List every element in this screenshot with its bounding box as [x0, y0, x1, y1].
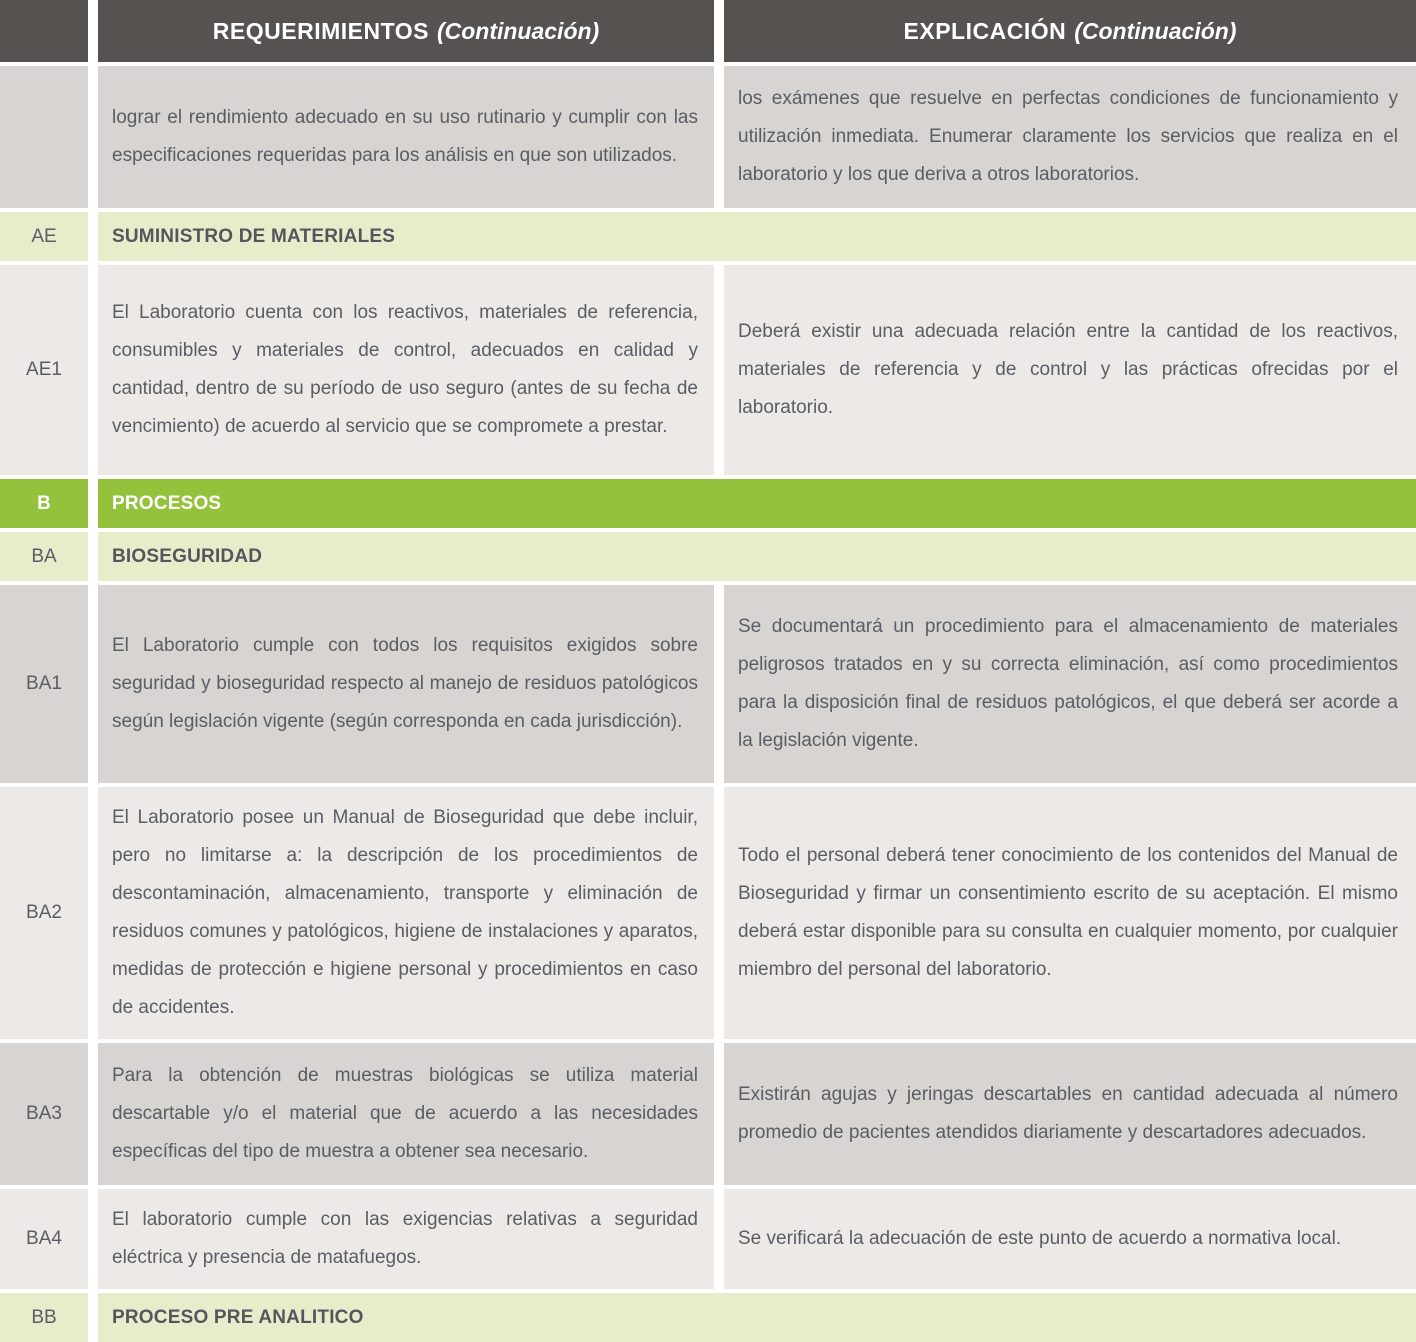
header-requerimientos-title: REQUERIMIENTOS	[212, 17, 429, 44]
requirement-cell	[98, 585, 714, 783]
table-row-section-ae	[0, 212, 1416, 261]
header-requerimientos-continuation: (Continuación)	[436, 17, 600, 44]
code-cell: B	[0, 479, 88, 528]
requirement-cell	[98, 787, 714, 1039]
section-label: BIOSEGURIDAD	[112, 545, 263, 567]
header-requerimientos	[98, 0, 714, 62]
section-label: SUMINISTRO DE MATERIALES	[112, 225, 396, 247]
code-cell: AE	[0, 212, 88, 261]
table-header-row	[0, 0, 1416, 62]
explanation-cell	[724, 1189, 1416, 1289]
explanation-text: los exámenes que resuelve en perfectas condiciones de funcionamiento y utilización inmediata. Enumerar claramente los servicios que realiza en el laboratorio y los que deriva a otros laboratorios.	[738, 88, 1398, 185]
requirement-text: El laboratorio cumple con las exigencias relativas a seguridad eléctrica y presencia de matafuegos.	[112, 1209, 698, 1268]
header-explicacion	[724, 0, 1416, 62]
code-cell: BA1	[0, 585, 88, 783]
table-row-section-b	[0, 479, 1416, 528]
code-cell: BA	[0, 532, 88, 581]
explanation-text: Se verificará la adecuación de este punto de acuerdo a normativa local.	[738, 1228, 1342, 1249]
section-cell	[98, 212, 1416, 261]
code-cell: AE1	[0, 265, 88, 475]
table-row-section-ba	[0, 532, 1416, 581]
explanation-cell	[724, 787, 1416, 1039]
header-explicacion-title: EXPLICACIÓN	[903, 17, 1067, 44]
requirement-text: lograr el rendimiento adecuado en su uso rutinario y cumplir con las especificaciones requeridas para los análisis en que son utilizados.	[112, 107, 698, 166]
table-row-ba1	[0, 585, 1416, 783]
requirement-text: El Laboratorio cuenta con los reactivos, materiales de referencia, consumibles y materiales de control, adecuados en calidad y cantidad, dentro de su período de uso seguro (antes de su fecha de vencimiento) de acuerdo al servicio que se compromete a prestar.	[112, 302, 698, 437]
section-cell	[98, 1293, 1416, 1342]
header-explicacion-continuation: (Continuación)	[1074, 17, 1237, 44]
explanation-cell	[724, 1043, 1416, 1185]
section-cell	[98, 532, 1416, 581]
explanation-text: Existirán agujas y jeringas descartables en cantidad adecuada al número promedio de pacientes atendidos diariamente y descartadores adecuados.	[738, 1084, 1398, 1143]
explanation-text: Deberá existir una adecuada relación entre la cantidad de los reactivos, materiales de referencia y de control y las prácticas ofrecidas por el laboratorio.	[738, 321, 1398, 418]
code-cell	[0, 66, 88, 208]
code-cell: BB	[0, 1293, 88, 1342]
code-cell: BA3	[0, 1043, 88, 1185]
requirement-text: El Laboratorio posee un Manual de Bioseguridad que debe incluir, pero no limitarse a: la descripción de los procedimientos de descontaminación, almacenamiento, transporte y eliminación de residuos comunes y patológicos, higiene de instalaciones y aparatos, medidas de protección e higiene personal y procedimientos en caso de accidentes.	[112, 807, 698, 1018]
table-row-ae1	[0, 265, 1416, 475]
explanation-cell	[724, 585, 1416, 783]
table-row-section-bb	[0, 1293, 1416, 1342]
requirement-cell	[98, 1189, 714, 1289]
explanation-cell	[724, 265, 1416, 475]
table-row-ba2	[0, 787, 1416, 1039]
requirement-cell	[98, 265, 714, 475]
requirement-text: Para la obtención de muestras biológicas se utiliza material descartable y/o el material que de acuerdo a las necesidades específicas del tipo de muestra a obtener sea necesario.	[112, 1065, 698, 1162]
explanation-text: Se documentará un procedimiento para el almacenamiento de materiales peligrosos tratados en y su correcta eliminación, así como procedimientos para la disposición final de residuos patológicos, el que deberá ser acorde a la legislación vigente.	[738, 616, 1398, 751]
table-row-continuation	[0, 66, 1416, 208]
explanation-cell	[724, 66, 1416, 208]
table-row-ba4	[0, 1189, 1416, 1289]
header-code-cell	[0, 0, 88, 62]
requirement-cell	[98, 66, 714, 208]
table-row-ba3	[0, 1043, 1416, 1185]
section-label: PROCESO PRE ANALITICO	[112, 1306, 364, 1328]
requirement-text: El Laboratorio cumple con todos los requisitos exigidos sobre seguridad y bioseguridad respecto al manejo de residuos patológicos según legislación vigente (según corresponda en cada jurisdicción).	[112, 635, 698, 732]
code-cell: BA4	[0, 1189, 88, 1289]
section-cell	[98, 479, 1416, 528]
section-label: PROCESOS	[112, 492, 222, 514]
code-cell: BA2	[0, 787, 88, 1039]
requirement-cell	[98, 1043, 714, 1185]
explanation-text: Todo el personal deberá tener conocimiento de los contenidos del Manual de Bioseguridad y firmar un consentimiento escrito de su aceptación. El mismo deberá estar disponible para su consulta en cualquier momento, por cualquier miembro del personal del laboratorio.	[738, 845, 1398, 980]
